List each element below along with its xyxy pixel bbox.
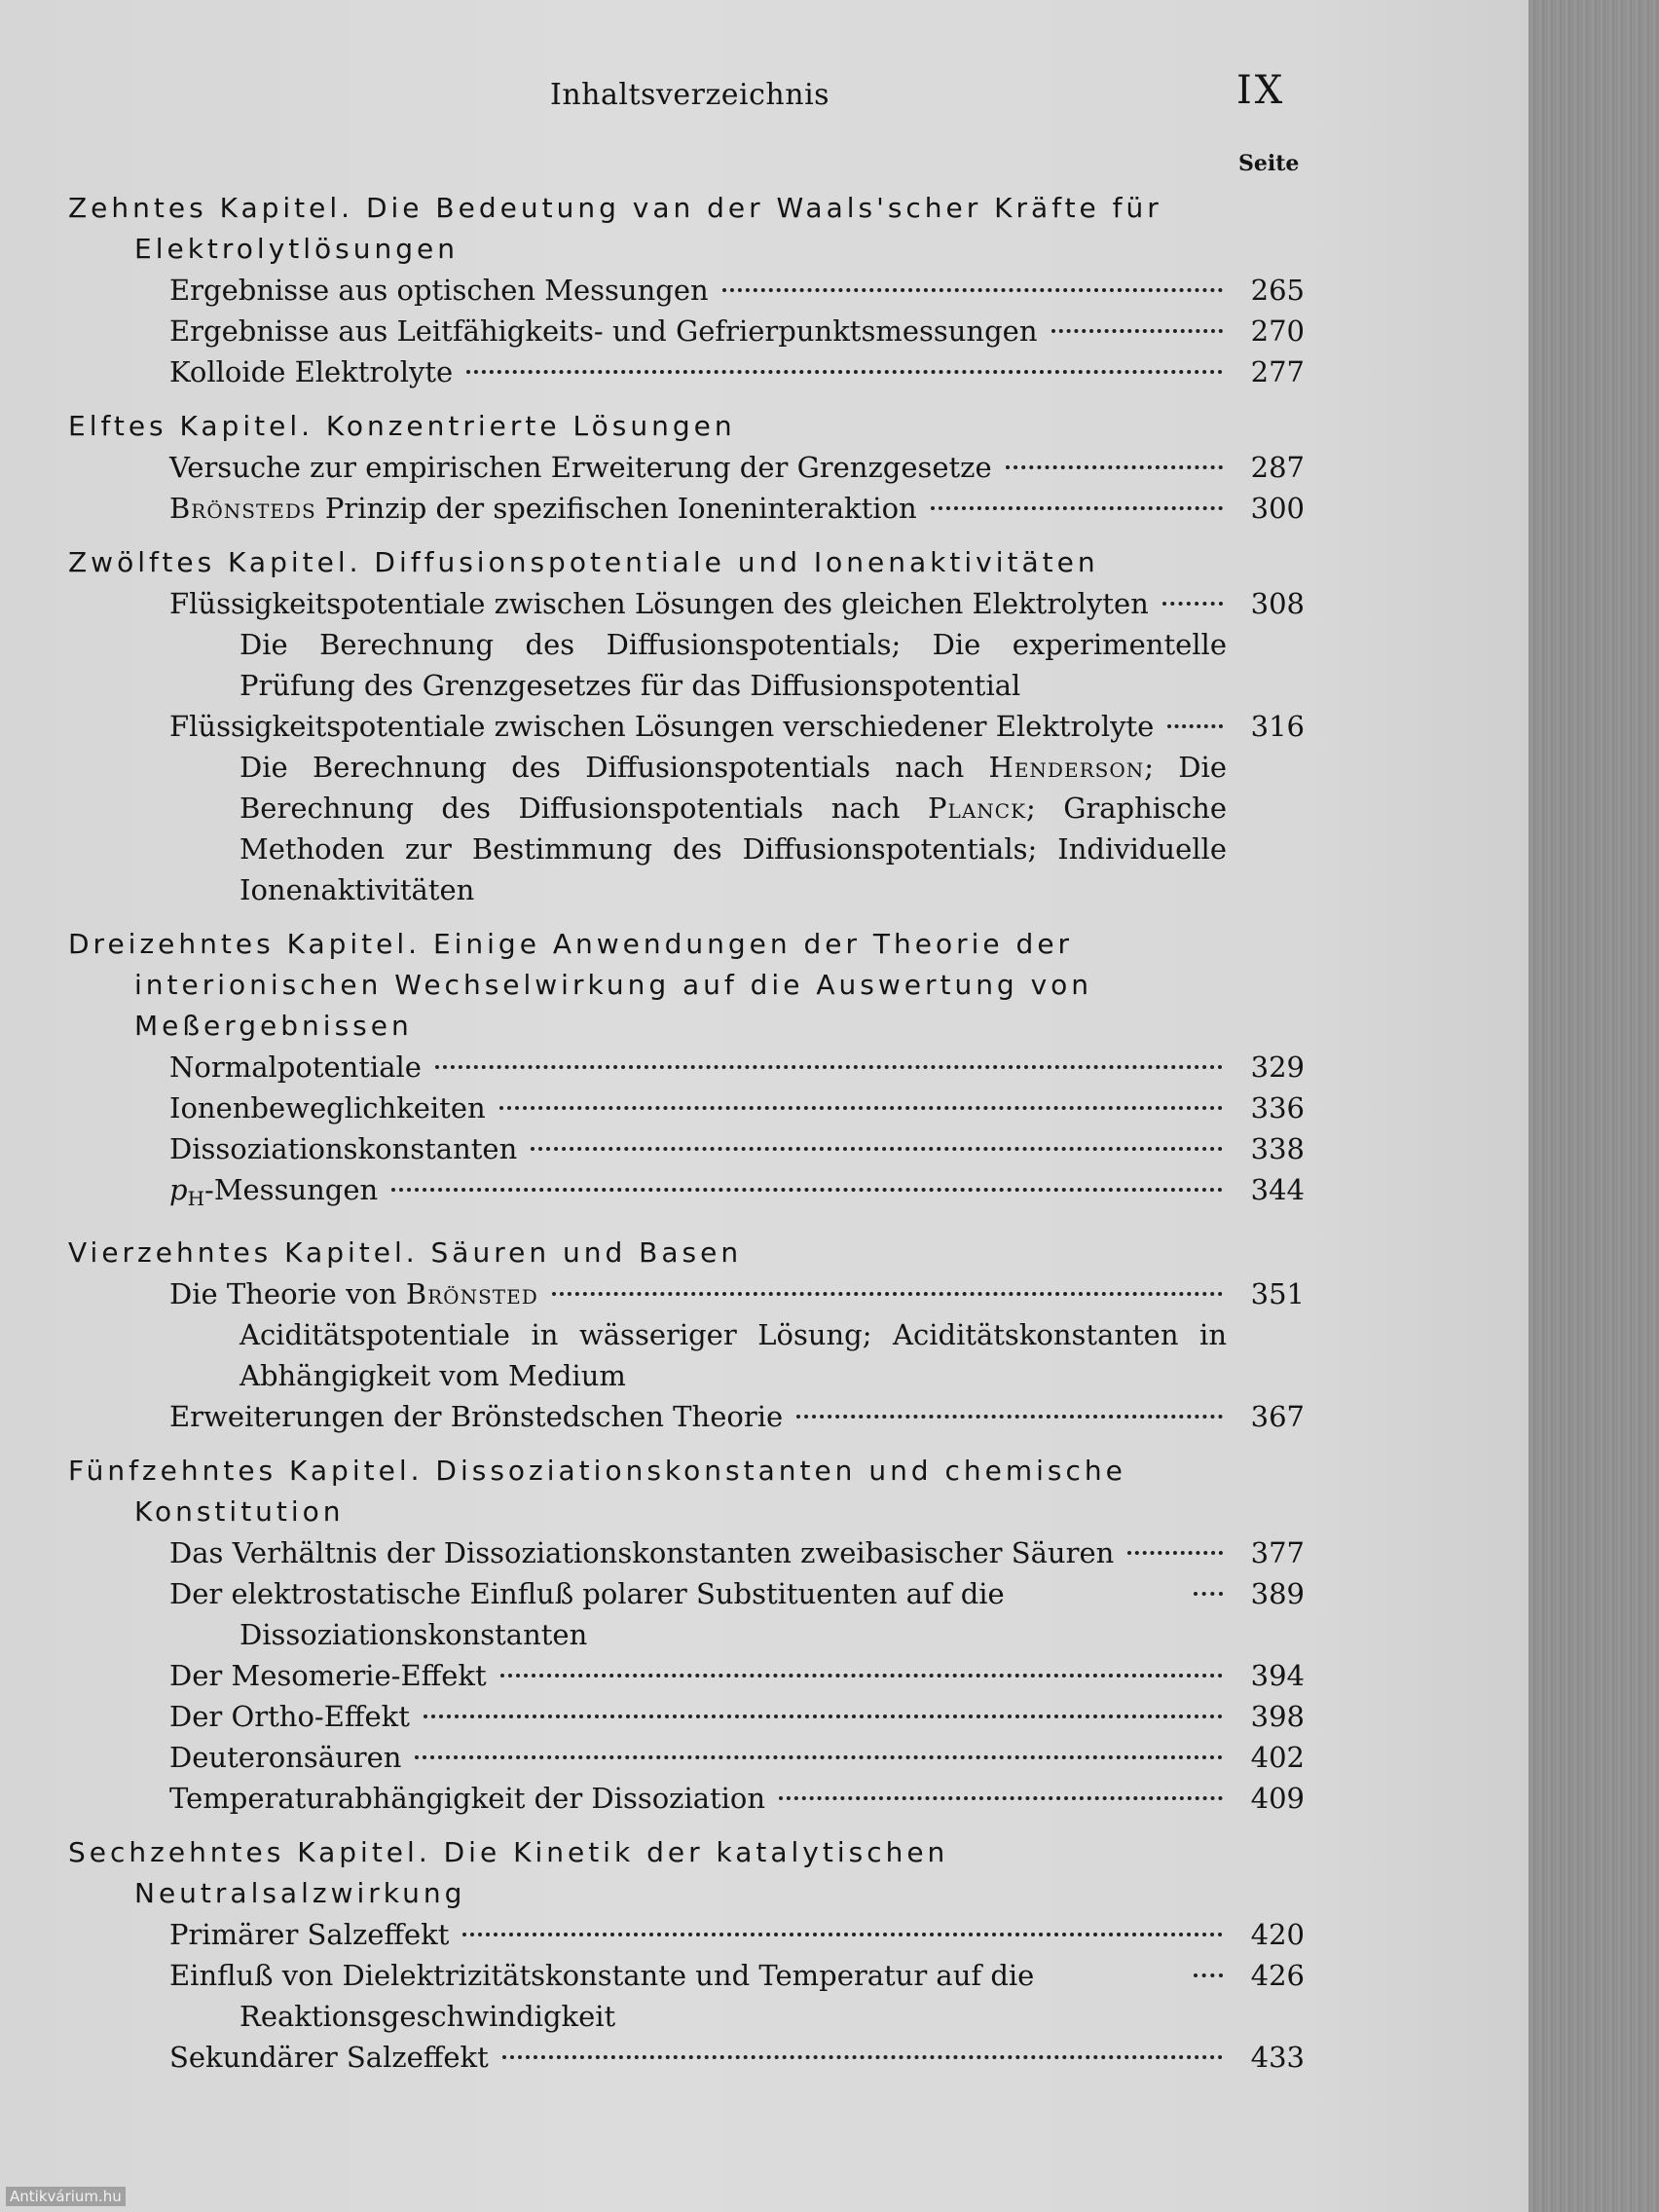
toc-entry[interactable] <box>68 311 1305 351</box>
desc-author: Henderson <box>988 751 1145 784</box>
entry-page: 367 <box>1250 1400 1305 1433</box>
leader-dots <box>931 506 1223 510</box>
chapter-16 <box>68 1832 1305 2078</box>
entry-label: Primärer Salzeffekt <box>169 1918 450 1951</box>
chapter-title: Fünfzehntes Kapitel. Dissoziationskonstanten und chemische Konstitution <box>68 1455 1126 1528</box>
chapter-title: Vierzehntes Kapitel. Säuren und Basen <box>68 1236 743 1269</box>
entry-page: 338 <box>1250 1132 1305 1165</box>
leader-dots <box>462 1933 1223 1936</box>
chapter-13 <box>68 924 1305 1219</box>
chapter-title: Zehntes Kapitel. Die Bedeutung van der Waals'scher Kräfte für Elektrolytlösungen <box>68 192 1162 265</box>
leader-dots <box>1194 1592 1223 1596</box>
entry-label: Ergebnisse aus Leitfähigkeits- und Gefrierpunktsmessungen <box>169 314 1038 348</box>
entry-label: Versuche zur empirischen Erweiterung der Grenzgesetze <box>169 451 992 484</box>
entry-page: 394 <box>1250 1659 1305 1692</box>
toc-entry[interactable] <box>68 351 1305 392</box>
entry-page: 308 <box>1250 587 1305 620</box>
leader-dots <box>502 2055 1223 2059</box>
desc-author: Planck <box>928 792 1027 825</box>
entry-label: Flüssigkeitspotentiale zwischen Lösungen verschiedener Elektrolyte <box>169 710 1155 743</box>
entry-label: Einfluß von Dielektrizitätskonstante und Temperatur auf die Reaktionsgeschwindigkeit <box>169 1959 1035 2033</box>
entry-label: Flüssigkeitspotentiale zwischen Lösungen des gleichen Elektrolyten <box>169 587 1149 620</box>
entry-page: 316 <box>1250 710 1305 743</box>
leader-dots <box>1162 602 1223 606</box>
toc-entry[interactable] <box>68 1914 1305 1955</box>
entry-page: 287 <box>1250 451 1305 484</box>
entry-page: 300 <box>1250 492 1305 525</box>
toc-entry[interactable] <box>68 1696 1305 1737</box>
entry-label-rest: Prinzip der spezifischen Ioneninteraktion <box>315 492 917 525</box>
entry-label: Kolloide Elektrolyte <box>169 355 454 388</box>
entry-description <box>68 747 1305 910</box>
toc-entry[interactable] <box>68 447 1305 488</box>
entry-label <box>169 488 917 529</box>
page-column-label: Seite <box>1238 151 1300 176</box>
desc-part: ; Die Berechnung des Diffusionspotentials nach <box>240 751 1227 825</box>
chapter-15 <box>68 1451 1305 1819</box>
entry-page: 351 <box>1250 1277 1305 1310</box>
entry-page: 265 <box>1250 274 1305 307</box>
entry-label: Der Mesomerie-Effekt <box>169 1659 487 1692</box>
leader-dots <box>466 370 1223 374</box>
toc-entry[interactable] <box>68 706 1305 747</box>
chapter-14 <box>68 1233 1305 1437</box>
desc-part: Die Berechnung des Diffusionspotentials nach <box>240 751 989 784</box>
entry-label: Deuteronsäuren <box>169 1741 402 1774</box>
chapter-10 <box>68 188 1305 392</box>
leader-dots <box>500 1674 1223 1677</box>
page-number: IX <box>1236 68 1286 113</box>
entry-description: Aciditätspotentiale in wässeriger Lösung; Aciditätskonstanten in Abhängigkeit vom Medium <box>240 1318 1227 1392</box>
leader-dots <box>779 1796 1223 1800</box>
leader-dots <box>1194 1973 1223 1977</box>
entry-label: Das Verhältnis der Dissoziationskonstanten zweibasischer Säuren <box>169 1536 1115 1569</box>
entry-page: 344 <box>1250 1173 1305 1206</box>
entry-page: 336 <box>1250 1091 1305 1124</box>
toc-entry[interactable] <box>68 1396 1305 1437</box>
toc-entry[interactable] <box>68 1655 1305 1696</box>
entry-label-rest: -Messungen <box>204 1173 379 1206</box>
chapter-title: Sechzehntes Kapitel. Die Kinetik der katalytischen Neutralsalzwirkung <box>68 1836 949 1909</box>
toc-entry[interactable] <box>68 1088 1305 1128</box>
leader-dots <box>1051 329 1223 333</box>
leader-dots <box>499 1106 1223 1110</box>
toc-entry[interactable] <box>68 1273 1305 1314</box>
entry-page: 426 <box>1250 1959 1305 1992</box>
entry-label: Ergebnisse aus optischen Messungen <box>169 274 709 307</box>
entry-page: 409 <box>1250 1782 1305 1815</box>
entry-label: Der elektrostatische Einfluß polarer Substituenten auf die Dissoziationskonstanten <box>169 1577 1005 1651</box>
entry-label: Temperaturabhängigkeit der Dissoziation <box>169 1782 766 1815</box>
entry-page: 377 <box>1250 1536 1305 1569</box>
entry-page: 398 <box>1250 1700 1305 1733</box>
leader-dots <box>722 288 1223 292</box>
ph-symbol: p <box>169 1173 188 1206</box>
entry-page: 420 <box>1250 1918 1305 1951</box>
entry-label: Normalpotentiale <box>169 1051 422 1084</box>
leader-dots <box>1006 465 1223 469</box>
entry-label-smallcaps: Brönsted <box>405 1277 538 1310</box>
toc-entry[interactable] <box>68 270 1305 311</box>
entry-label: Sekundärer Salzeffekt <box>169 2041 489 2074</box>
entry-page: 389 <box>1250 1577 1305 1610</box>
entry-label: Erweiterungen der Brönstedschen Theorie <box>169 1400 784 1433</box>
leader-dots <box>415 1755 1223 1759</box>
entry-label: Der Ortho-Effekt <box>169 1700 410 1733</box>
chapter-11 <box>68 406 1305 529</box>
toc-entry[interactable] <box>68 1169 1305 1219</box>
entry-label: Dissoziationskonstanten <box>169 1132 518 1165</box>
entry-label-rest: Die Theorie von <box>169 1277 406 1310</box>
entry-page: 270 <box>1250 314 1305 348</box>
leader-dots <box>391 1188 1223 1192</box>
scan-backdrop <box>1529 0 1659 2212</box>
toc-entry[interactable] <box>68 1047 1305 1088</box>
leader-dots <box>424 1714 1223 1718</box>
entry-description: Die Berechnung des Diffusionspotentials; Die experimentelle Prüfung des Grenzgesetzes für das Diffusionspotential <box>240 628 1227 702</box>
chapter-title: Elftes Kapitel. Konzentrierte Lösungen <box>68 410 736 442</box>
entry-page: 329 <box>1250 1051 1305 1084</box>
entry-label: Ionenbeweglichkeiten <box>169 1091 486 1124</box>
toc-entry[interactable] <box>68 1737 1305 1778</box>
entry-label <box>169 1273 538 1314</box>
chapter-12 <box>68 542 1305 910</box>
toc-entry[interactable] <box>68 1532 1305 1573</box>
leader-dots <box>796 1415 1223 1419</box>
desc-part: ; Graphische Methoden zur Bestimmung des Diffusionspotentials; Individuelle Ionenaktivitäten <box>240 792 1227 906</box>
toc-entry[interactable] <box>68 1955 1305 2037</box>
entry-page: 433 <box>1250 2041 1305 2074</box>
running-head: Inhaltsverzeichnis <box>550 78 830 112</box>
chapter-title: Dreizehntes Kapitel. Einige Anwendungen der Theorie der interionischen Wechselwirkung auf die Auswertung von Meßergebnissen <box>68 928 1093 1042</box>
entry-label-smallcaps: Brönsteds <box>169 492 316 525</box>
leader-dots <box>435 1065 1223 1069</box>
toc-entry[interactable] <box>68 2037 1305 2078</box>
chapter-title: Zwölftes Kapitel. Diffusionspotentiale und Ionenaktivitäten <box>68 546 1099 578</box>
toc-entry[interactable] <box>68 583 1305 624</box>
toc-entry[interactable] <box>68 1778 1305 1819</box>
toc-entry[interactable] <box>68 1128 1305 1169</box>
leader-dots <box>1127 1551 1223 1555</box>
toc-entry[interactable] <box>68 1573 1305 1655</box>
leader-dots <box>531 1147 1223 1151</box>
ph-subscript: H <box>187 1187 205 1210</box>
toc-entry[interactable] <box>68 488 1305 529</box>
entry-page: 402 <box>1250 1741 1305 1774</box>
entry-label <box>169 1169 378 1219</box>
entry-page: 277 <box>1250 355 1305 388</box>
leader-dots <box>1167 724 1223 728</box>
leader-dots <box>552 1292 1223 1296</box>
watermark: Antikvárium.hu <box>6 2187 126 2206</box>
table-of-contents <box>68 188 1305 2091</box>
